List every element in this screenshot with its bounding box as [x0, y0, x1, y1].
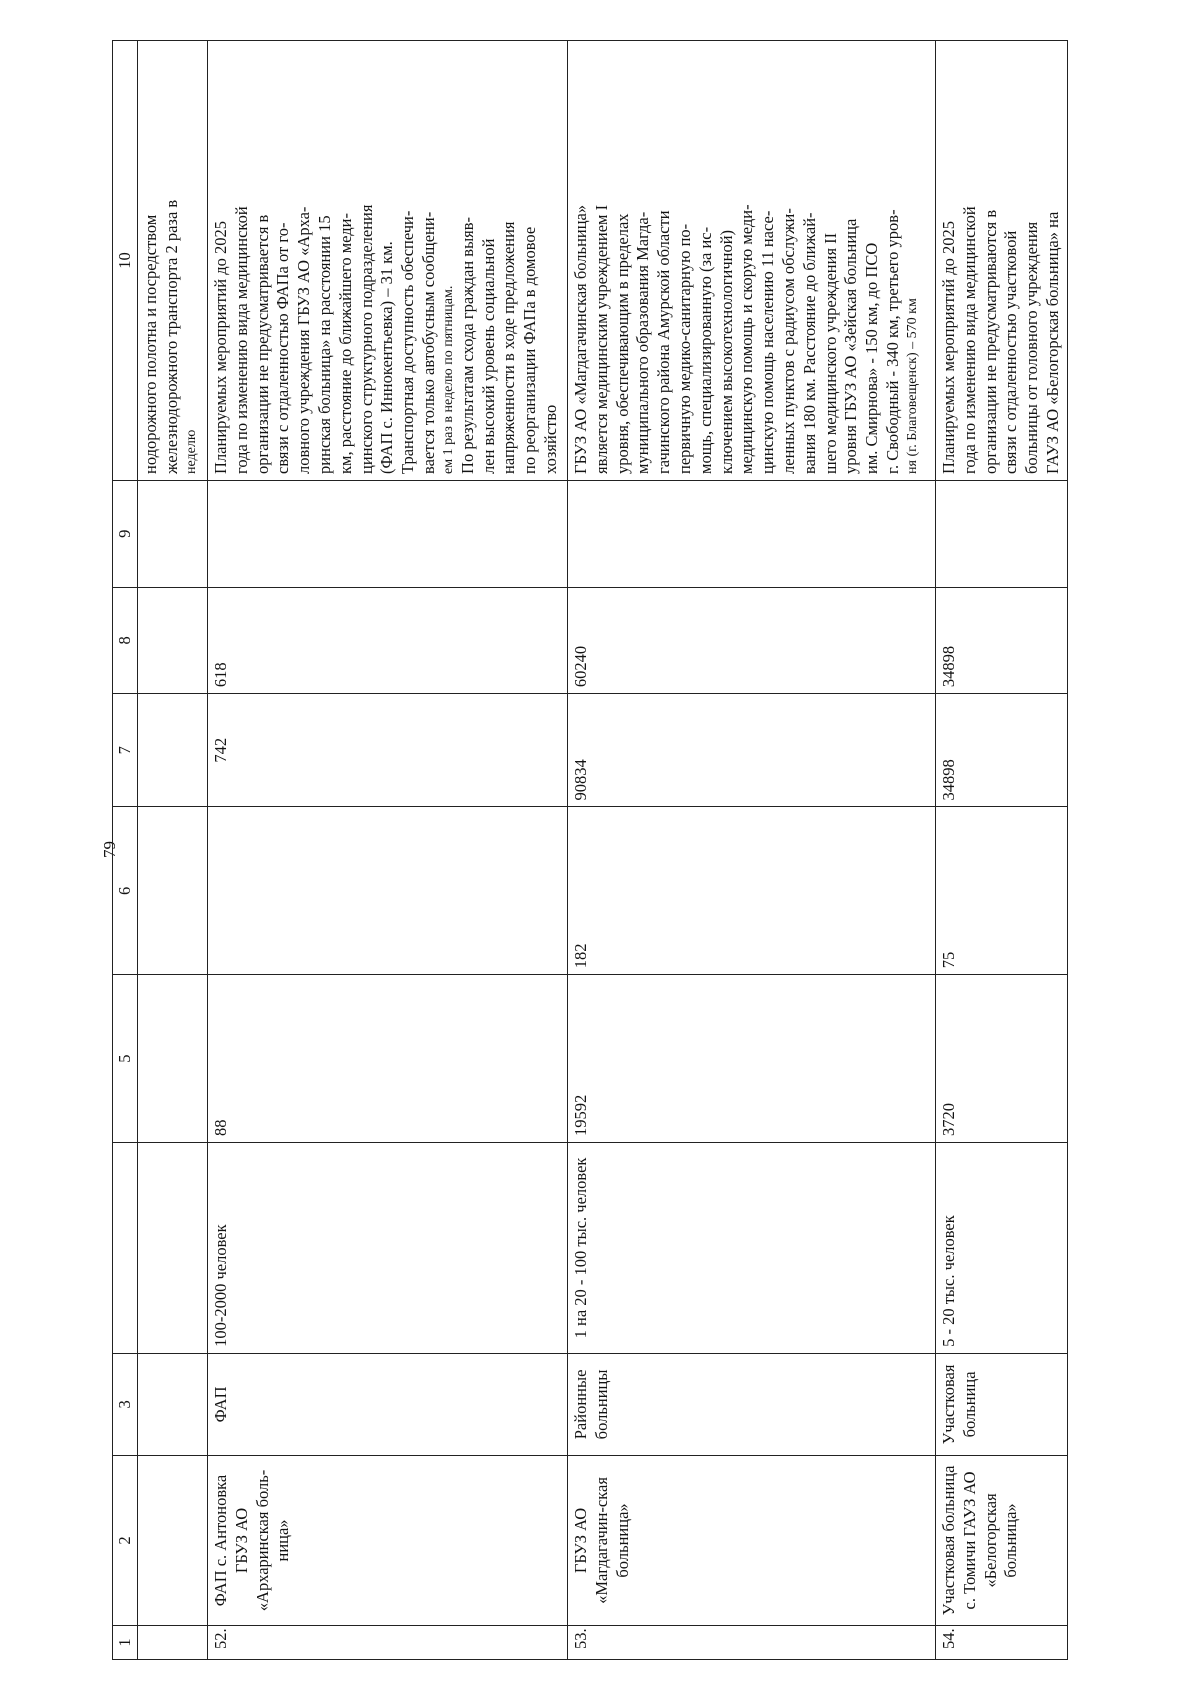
cell-col-6 — [208, 807, 568, 975]
cell-col-5: 19592 — [568, 975, 936, 1143]
note-line: ловного учреждения ГБУЗ АО «Арха- — [294, 206, 314, 474]
organization-type: Районные больницы — [568, 1353, 936, 1455]
table-row — [568, 41, 936, 1660]
organization-type — [138, 1353, 208, 1455]
cell-col-9 — [568, 480, 936, 587]
note-line: муниципального образования Магда- — [633, 211, 653, 474]
cell-col-7: 742 — [208, 694, 568, 807]
cell-col-8: 618 — [208, 587, 568, 694]
row-number — [138, 1626, 208, 1660]
note-line: железнодорожного транспорта 2 раза в — [161, 199, 181, 474]
cell-col-6 — [138, 807, 208, 975]
note-line: года по изменению вида медицинской — [231, 206, 251, 474]
note-line: неделю — [183, 429, 199, 474]
cell-col-6: 182 — [568, 807, 936, 975]
population-norm: 100-2000 человек — [208, 1143, 568, 1354]
hospital-network-table — [112, 40, 1068, 1660]
note-line: связи с отдаленностью участковой — [1001, 230, 1021, 474]
column-header: 6 — [113, 807, 138, 975]
note-line: первичную медико-санитарную по- — [674, 223, 694, 474]
note-cell — [208, 41, 568, 481]
note-line: ня (г. Благовещенск) – 570 км — [904, 298, 920, 474]
cell-col-5 — [138, 975, 208, 1143]
page-number: 79 — [100, 841, 119, 858]
table-row — [138, 41, 208, 1660]
organization-type: ФАП — [208, 1353, 568, 1455]
population-norm — [138, 1143, 208, 1354]
note-line: цинскую помощь населению 11 насе- — [758, 210, 778, 474]
note-line: года по изменению вида медицинской — [959, 206, 979, 474]
note-line: вания 180 км. Расстояние до ближай- — [799, 212, 819, 474]
column-number-row — [113, 41, 138, 1660]
note-line: уровня, обеспечивающим в пределах — [612, 213, 632, 474]
note-line: организации не предусматривается в — [252, 214, 272, 474]
column-header: 10 — [113, 41, 138, 481]
table-row — [936, 41, 1068, 1660]
note-line: напряженности в ходе предложения — [499, 221, 519, 474]
organization-name: ФАП с. Антоновка ГБУЗ АО «Архаринская боль-ница» — [208, 1455, 568, 1625]
note-line: гачинского района Амурской области — [654, 210, 674, 474]
note-line: км, расстояние до ближайшего меди- — [335, 213, 355, 474]
table-row — [208, 41, 568, 1660]
note-line: является медицинским учреждением I — [591, 204, 611, 474]
cell-col-7 — [138, 694, 208, 807]
row-number: 52. — [208, 1626, 568, 1660]
note-line: им. Смирнова» - 150 км, до ПСО — [862, 242, 882, 474]
note-line: нодорожного полотна и посредством — [141, 214, 160, 474]
column-header: 1 — [113, 1626, 138, 1660]
rotated-page-content — [112, 40, 1132, 1660]
cell-col-9 — [208, 480, 568, 587]
column-header: 7 — [113, 694, 138, 807]
note-cell — [138, 41, 208, 481]
population-norm: 5 - 20 тыс. человек — [936, 1143, 1068, 1354]
note-line: по реорганизации ФАПа в домовое — [520, 226, 540, 474]
note-line: связи с отдаленностью ФАПа от го- — [273, 222, 293, 474]
note-line: Планируемых мероприятий до 2025 — [939, 221, 958, 474]
cell-col-5: 3720 — [936, 975, 1068, 1143]
column-header: 2 — [113, 1455, 138, 1625]
note-line: уровня ГБУЗ АО «Зейская больница — [841, 218, 861, 474]
cell-col-7: 90834 — [568, 694, 936, 807]
note-line: организации не предусматриваются в — [980, 209, 1000, 474]
row-number: 54. — [936, 1626, 1068, 1660]
note-line: мощь, специализированную (за ис- — [695, 226, 715, 474]
column-header: 9 — [113, 480, 138, 587]
note-line: Планируемых мероприятий до 2025 — [211, 221, 230, 474]
note-line: г. Свободный - 340 км, третьего уров- — [882, 209, 902, 474]
column-header: 3 — [113, 1353, 138, 1455]
note-line: ключением высокотехнологичной) — [716, 229, 736, 474]
note-line: шего медицинского учреждения II — [820, 232, 840, 474]
column-header: 5 — [113, 975, 138, 1143]
cell-col-8: 60240 — [568, 587, 936, 694]
note-line: Транспортная доступность обеспечи- — [398, 210, 418, 474]
cell-col-9 — [138, 480, 208, 587]
column-header: 8 — [113, 587, 138, 694]
note-line: ринская больница» на расстоянии 15 — [314, 215, 334, 474]
note-line: ГБУЗ АО «Магдагачинская больница» — [571, 204, 590, 474]
note-line: ем 1 раз в неделю по пятницам. — [440, 285, 456, 474]
note-line: больницы от головного учреждения — [1022, 221, 1042, 474]
organization-name: ГБУЗ АО «Магдагачин-ская больница» — [568, 1455, 936, 1625]
organization-name — [138, 1455, 208, 1625]
note-line: вается только автобусным сообщени- — [418, 211, 438, 474]
organization-type: Участковая больница — [936, 1353, 1068, 1455]
note-cell — [568, 41, 936, 481]
cell-col-8 — [138, 587, 208, 694]
note-line: медицинскую помощь и скорую меди- — [737, 204, 757, 474]
cell-col-8: 34898 — [936, 587, 1068, 694]
note-line: ленных пунктов с радиусом обслужи- — [778, 208, 798, 474]
note-line: (ФАП с. Иннокентьевка) – 31 км. — [377, 241, 397, 474]
organization-name: Участковая больница с. Томичи ГАУЗ АО «Белогорская больница» — [936, 1455, 1068, 1625]
cell-col-6: 75 — [936, 807, 1068, 975]
cell-col-5: 88 — [208, 975, 568, 1143]
note-line: цинского структурного подразделения — [356, 204, 376, 474]
row-number: 53. — [568, 1626, 936, 1660]
cell-col-9 — [936, 480, 1068, 587]
column-header — [113, 1143, 138, 1354]
note-line: лен высокий уровень социальной — [478, 238, 498, 474]
note-line: По результатам схода граждан выяв- — [457, 216, 477, 474]
note-line: ГАУЗ АО «Белогорская больница» на — [1042, 211, 1062, 474]
population-norm: 1 на 20 - 100 тыс. человек — [568, 1143, 936, 1354]
cell-col-7: 34898 — [936, 694, 1068, 807]
note-cell — [936, 41, 1068, 481]
note-line: хозяйство — [540, 404, 560, 474]
